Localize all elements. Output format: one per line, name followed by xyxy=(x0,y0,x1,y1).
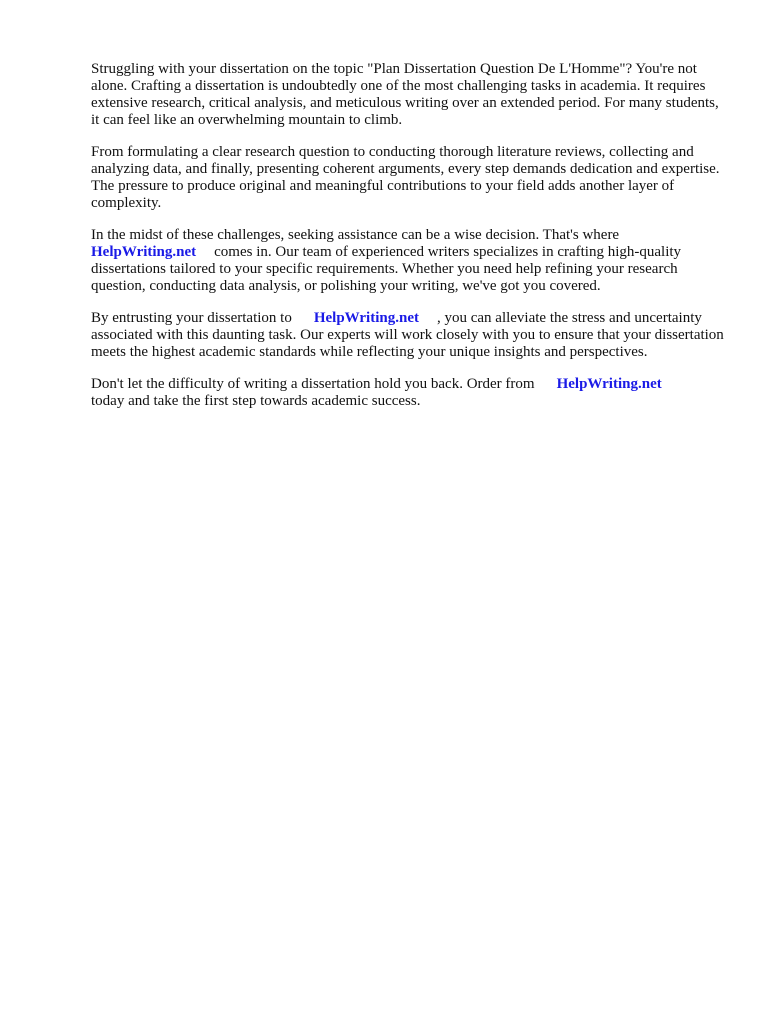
paragraph-closing-lead: Don't let the difficulty of writing a dissertation hold you back. Order from xyxy=(91,376,535,392)
paragraph-entrusting-tail: , you can alleviate the stress and uncertainty associated with this daunting task. Our experts will work closely with you to ensure that your dissertation meets the highest academic standards while reflecting your unique insights and perspectives. xyxy=(91,310,724,360)
paragraph-entrusting xyxy=(91,310,727,361)
paragraph-closing xyxy=(91,376,727,410)
paragraph-challenges: From formulating a clear research question to conducting thorough literature reviews, collecting and analyzing data, and finally, presenting coherent arguments, every step demands dedication and expertise. The pressure to produce original and meaningful contributions to your field adds another layer of complexity. xyxy=(91,144,720,211)
paragraph-intro: Struggling with your dissertation on the topic "Plan Dissertation Question De L'Homme"? You're not alone. Crafting a dissertation is undoubtedly one of the most challenging tasks in academia. It requires extensive research, critical analysis, and meticulous writing over an extended period. For many students, it can feel like an overwhelming mountain to climb. xyxy=(91,61,719,128)
paragraph-assistance xyxy=(91,227,727,295)
paragraph-assistance-lead: In the midst of these challenges, seeking assistance can be a wise decision. That's where xyxy=(91,227,620,243)
paragraph-assistance-tail: comes in. Our team of experienced writers specializes in crafting high-quality dissertations tailored to your specific requirements. Whether you need help refining your research question, conducting data analysis, or polishing your writing, we've got you covered. xyxy=(91,244,682,294)
paragraph-entrusting-lead: By entrusting your dissertation to xyxy=(91,310,292,326)
helpwriting-link[interactable]: HelpWriting.net xyxy=(313,310,419,326)
helpwriting-link[interactable]: HelpWriting.net xyxy=(91,244,197,260)
helpwriting-link[interactable]: HelpWriting.net xyxy=(556,376,662,392)
paragraph-closing-tail: today and take the first step towards academic success. xyxy=(91,393,421,409)
document-body xyxy=(91,61,727,425)
